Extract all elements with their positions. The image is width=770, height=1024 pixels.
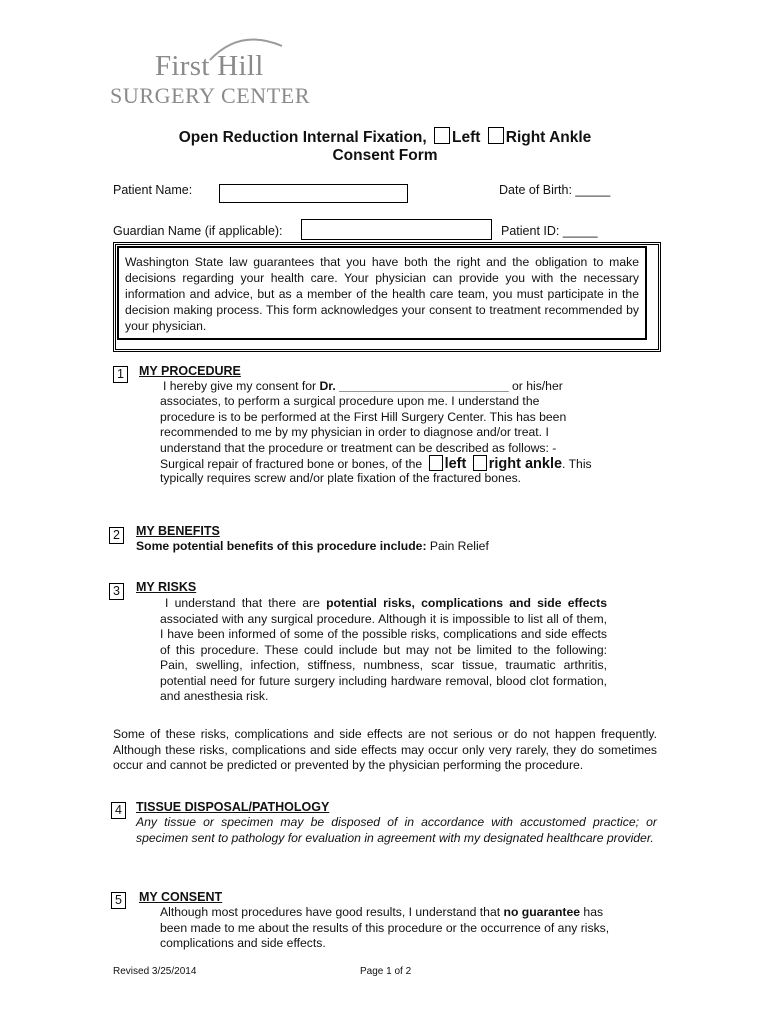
section-5-heading: MY CONSENT xyxy=(139,890,223,904)
risks-note: Some of these risks, complications and side effects are not serious or do not happen frequently. Although these risks, complications and side effects may occur only very rarely, they do sometimes occur and cannot be predicted or prevented by the physician performing the procedure. xyxy=(113,727,657,772)
this-text: . This xyxy=(562,457,592,471)
section-3-heading: MY RISKS xyxy=(136,580,197,594)
risks-intro: I understand that there are xyxy=(165,596,327,610)
section-3-body xyxy=(160,596,607,705)
section-2-number: 2 xyxy=(109,527,124,544)
section-1-repair-line xyxy=(160,455,592,473)
patient-name-label: Patient Name: xyxy=(113,183,193,197)
guardian-name-field[interactable] xyxy=(301,219,492,240)
benefits-value: Pain Relief xyxy=(426,539,489,553)
dr-label: Dr. xyxy=(319,379,336,393)
section-1-last-line: typically requires screw and/or plate fixation of the fractured bones. xyxy=(160,471,522,485)
procedure-right-checkbox[interactable] xyxy=(473,455,487,471)
procedure-right-label: right ankle xyxy=(488,456,563,472)
section-1-body: associates, to perform a surgical procedure upon me. I understand the procedure is to be performed at the First Hill Surgery Center. This has been recommended to me by my physician in order to diagnose and/or treat. I understand that the procedure or treatment can be described as follows: - xyxy=(160,394,567,455)
section-4-number: 4 xyxy=(111,802,126,819)
section-4-body: Any tissue or specimen may be disposed of in accordance with accustomed practice; or specimen sent to pathology for evaluation in agreement with my designated healthcare provider. xyxy=(136,815,657,845)
form-title xyxy=(0,127,770,147)
title-text: Open Reduction Internal Fixation, xyxy=(178,129,427,146)
risks-bold: potential risks, complications and side effects xyxy=(326,596,607,610)
revised-date: Revised 3/25/2014 xyxy=(113,966,197,977)
or-his-text: or his/her xyxy=(508,379,563,393)
dr-name-blank[interactable]: _________________________ xyxy=(339,379,509,393)
procedure-left-label: left xyxy=(444,456,467,472)
section-5-number: 5 xyxy=(111,892,126,909)
consent-body: has been made to me about the results of this procedure or the occurrence of any risks, complications and side effects. xyxy=(160,905,610,950)
patient-name-field[interactable] xyxy=(219,184,408,203)
logo-line2: SURGERY CENTER xyxy=(110,83,311,108)
section-2-heading: MY BENEFITS xyxy=(136,524,220,538)
form-subtitle: Consent Form xyxy=(332,147,438,164)
consent-intro: Although most procedures have good results, I understand that xyxy=(160,905,504,919)
guardian-name-label: Guardian Name (if applicable): xyxy=(113,224,283,238)
consent-bold: no guarantee xyxy=(503,905,581,919)
section-4-heading: TISSUE DISPOSAL/PATHOLOGY xyxy=(136,800,330,814)
section-3-number: 3 xyxy=(109,583,124,600)
title-right-checkbox[interactable] xyxy=(488,127,504,144)
repair-text: Surgical repair of fractured bone or bones, of the xyxy=(160,457,423,471)
title-left-checkbox[interactable] xyxy=(434,127,450,144)
benefits-label: Some potential benefits of this procedure include: xyxy=(136,539,427,553)
consent-for-text: I hereby give my consent for xyxy=(163,379,317,393)
title-right-label: Right Ankle xyxy=(505,129,592,146)
dob-label: Date of Birth: _____ xyxy=(499,183,611,197)
risks-body: associated with any surgical procedure. Although it is impossible to list all of them, I have been informed of some of the possible risks, complications and side effects of this procedure. These could include but may not be limited to the following: Pain, swelling, infection, stiffness, numbness, scar tissue, traumatic arthritis, potential need for future surgery including hardware removal, blood clot formation, and anesthesia risk. xyxy=(160,611,607,703)
procedure-left-checkbox[interactable] xyxy=(429,455,443,471)
section-5-body xyxy=(160,905,610,952)
section-1-number: 1 xyxy=(113,366,128,383)
section-1-line1 xyxy=(163,379,563,395)
notice-text: Washington State law guarantees that you have both the right and the obligation to make decisions regarding your health care. Your physician can provide you with the necessary information and advice, but as a member of the health care team, you must participate in the decision making process. This form acknowledges your consent to treatment recommended by your physician. xyxy=(117,246,647,340)
page-number: Page 1 of 2 xyxy=(360,966,412,977)
section-2-body xyxy=(136,539,489,555)
patient-id-label: Patient ID: _____ xyxy=(501,224,598,238)
title-left-label: Left xyxy=(452,129,481,146)
logo-line1: First Hill xyxy=(155,50,264,82)
section-1-heading: MY PROCEDURE xyxy=(139,364,241,378)
